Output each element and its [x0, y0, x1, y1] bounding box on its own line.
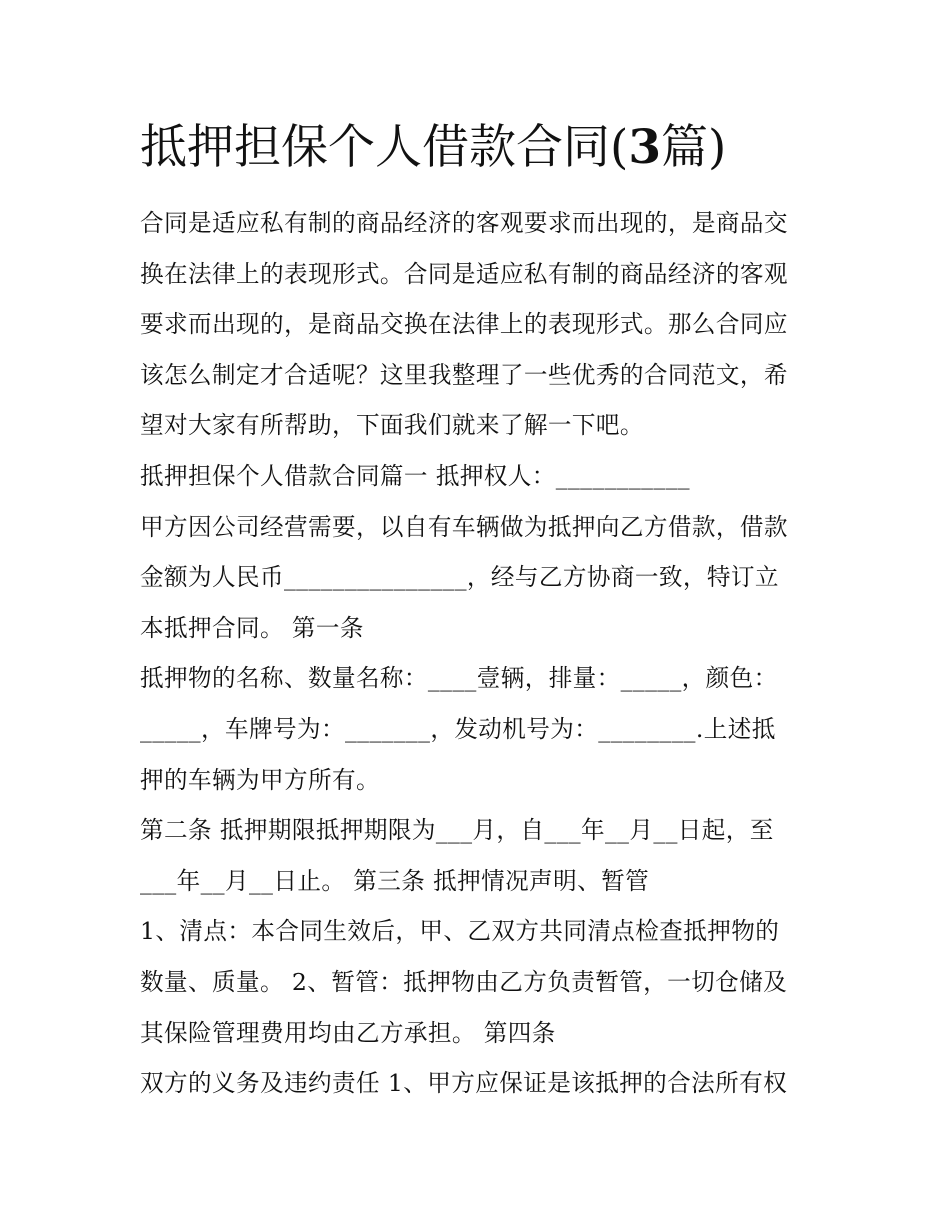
body-line: 甲方因公司经营需要，以自有车辆做为抵押向乙方借款，借款 — [140, 512, 788, 541]
body-line: 押的车辆为甲方所有。 — [140, 765, 380, 794]
body-line: 换在法律上的表现形式。合同是适应私有制的商品经济的客观 — [140, 259, 788, 288]
body-line: 其保险管理费用均由乙方承担。 第四条 — [140, 1018, 556, 1047]
body-line: 数量、质量。 2、暂管：抵押物由乙方负责暂管，一切仓储及 — [140, 967, 788, 996]
section-heading-line: 抵押担保个人借款合同篇一 抵押权人：___________ — [140, 461, 690, 490]
body-line: 抵押物的名称、数量名称：____壹辆，排量：_____，颜色： — [140, 664, 778, 693]
body-line: 合同是适应私有制的商品经济的客观要求而出现的，是商品交 — [140, 209, 788, 237]
body-line: 金额为人民币_______________，经与乙方协商一致，特订立 — [140, 563, 779, 592]
body-line: 本抵押合同。 第一条 — [140, 613, 364, 642]
body-line: 1、清点：本合同生效后，甲、乙双方共同清点检查抵押物的 — [140, 917, 780, 946]
document-title: 抵押担保个人借款合同(3篇) — [140, 120, 727, 175]
body-line: 该怎么制定才合适呢？这里我整理了一些优秀的合同范文，希 — [140, 360, 788, 389]
body-line: 双方的义务及违约责任 1、甲方应保证是该抵押的合法所有权 — [140, 1069, 788, 1098]
body-line: 要求而出现的，是商品交换在法律上的表现形式。那么合同应 — [140, 310, 788, 339]
document-page — [140, 112, 815, 1109]
body-line: 望对大家有所帮助，下面我们就来了解一下吧。 — [140, 411, 644, 440]
body-line: _____，车牌号为：_______，发动机号为：________.上述抵 — [140, 714, 776, 743]
document-body — [140, 198, 815, 1109]
body-line: 第二条 抵押期限抵押期限为___月，自___年__月__日起，至 — [140, 816, 774, 845]
body-line: ___年__月__日止。 第三条 抵押情况声明、暂管 — [140, 866, 650, 895]
